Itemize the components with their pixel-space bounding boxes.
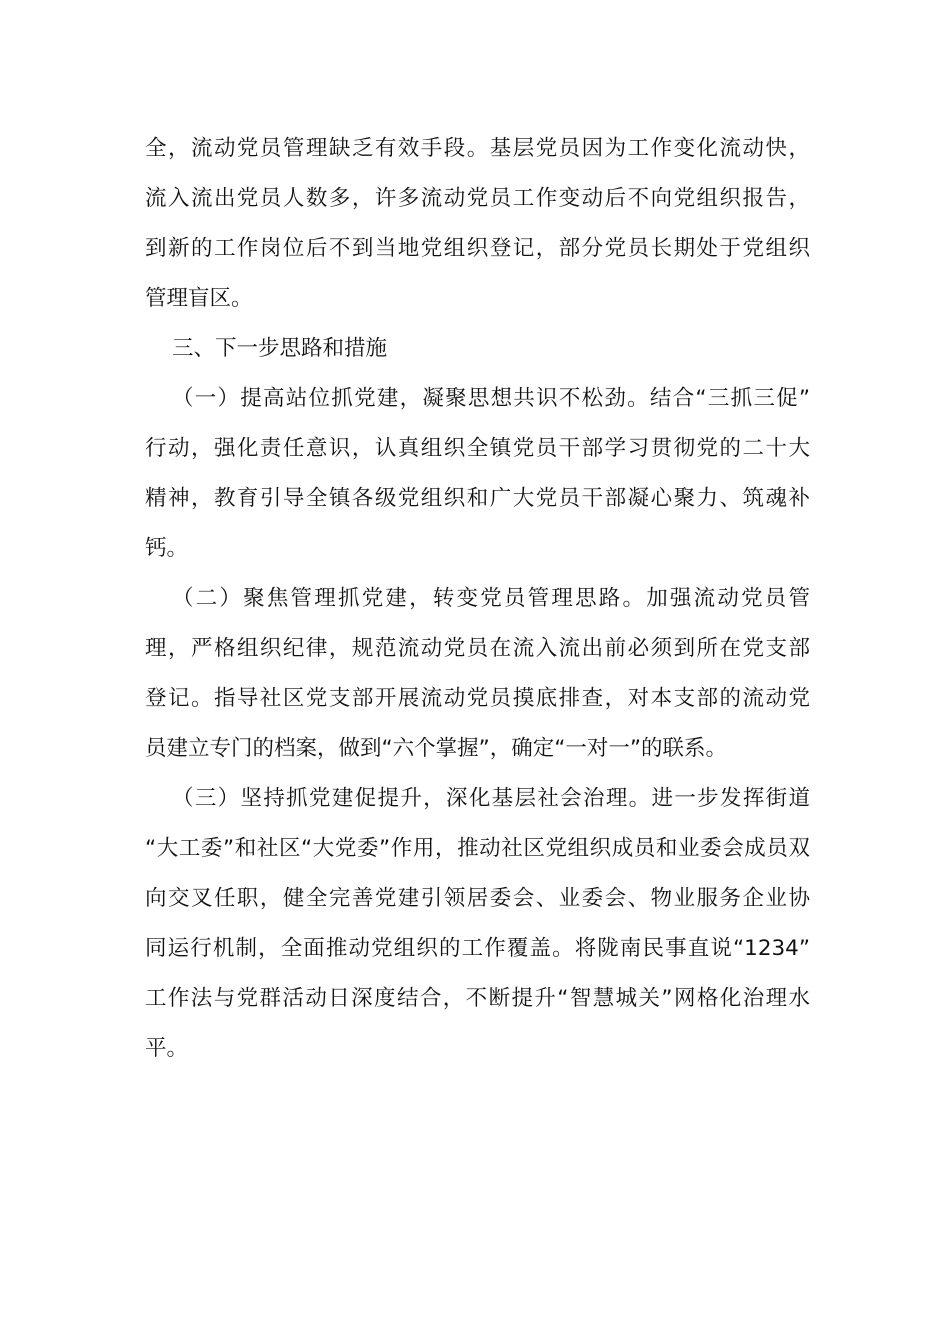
paragraph-line: 向交叉任职，健全完善党建引领居委会、业委会、物业服务企业协: [145, 886, 810, 911]
paragraph-line: 精神，教育引导全镇各级党组织和广大党员干部凝心聚力、筑魂补: [145, 486, 810, 511]
paragraph-line: 工作法与党群活动日深度结合，不断提升“智慧城关”网格化治理水: [145, 986, 810, 1011]
paragraph-line: （二）聚焦管理抓党建，转变党员管理思路。加强流动党员管: [172, 586, 810, 611]
paragraph-line: （三）坚持抓党建促提升，深化基层社会治理。进一步发挥街道: [172, 786, 810, 811]
paragraph-line: 到新的工作岗位后不到当地党组织登记，部分党员长期处于党组织: [145, 236, 810, 261]
paragraph-line: 管理盲区。: [145, 286, 253, 311]
paragraph-line: 全，流动党员管理缺乏有效手段。基层党员因为工作变化流动快，: [145, 136, 810, 161]
paragraph-line: 流入流出党员人数多，许多流动党员工作变动后不向党组织报告，: [145, 186, 810, 211]
paragraph-line: 同运行机制，全面推动党组织的工作覆盖。将陇南民事直说“1234”: [145, 936, 810, 961]
paragraph-line: 员建立专门的档案，做到“六个掌握”，确定“一对一”的联系。: [145, 736, 728, 761]
paragraph-line: （一）提高站位抓党建，凝聚思想共识不松劲。结合“三抓三促”: [172, 386, 810, 411]
section-heading: 三、下一步思路和措施: [172, 336, 388, 361]
paragraph-line: 钙。: [145, 536, 189, 561]
paragraph-line: 登记。指导社区党支部开展流动党员摸底排查，对本支部的流动党: [145, 686, 810, 711]
paragraph-line: 行动，强化责任意识，认真组织全镇党员干部学习贯彻党的二十大: [145, 436, 810, 461]
paragraph-line: 理，严格组织纪律，规范流动党员在流入流出前必须到所在党支部: [145, 636, 810, 661]
paragraph-line: “大工委”和社区“大党委”作用，推动社区党组织成员和业委会成员双: [145, 836, 810, 861]
paragraph-line: 平。: [145, 1036, 189, 1061]
